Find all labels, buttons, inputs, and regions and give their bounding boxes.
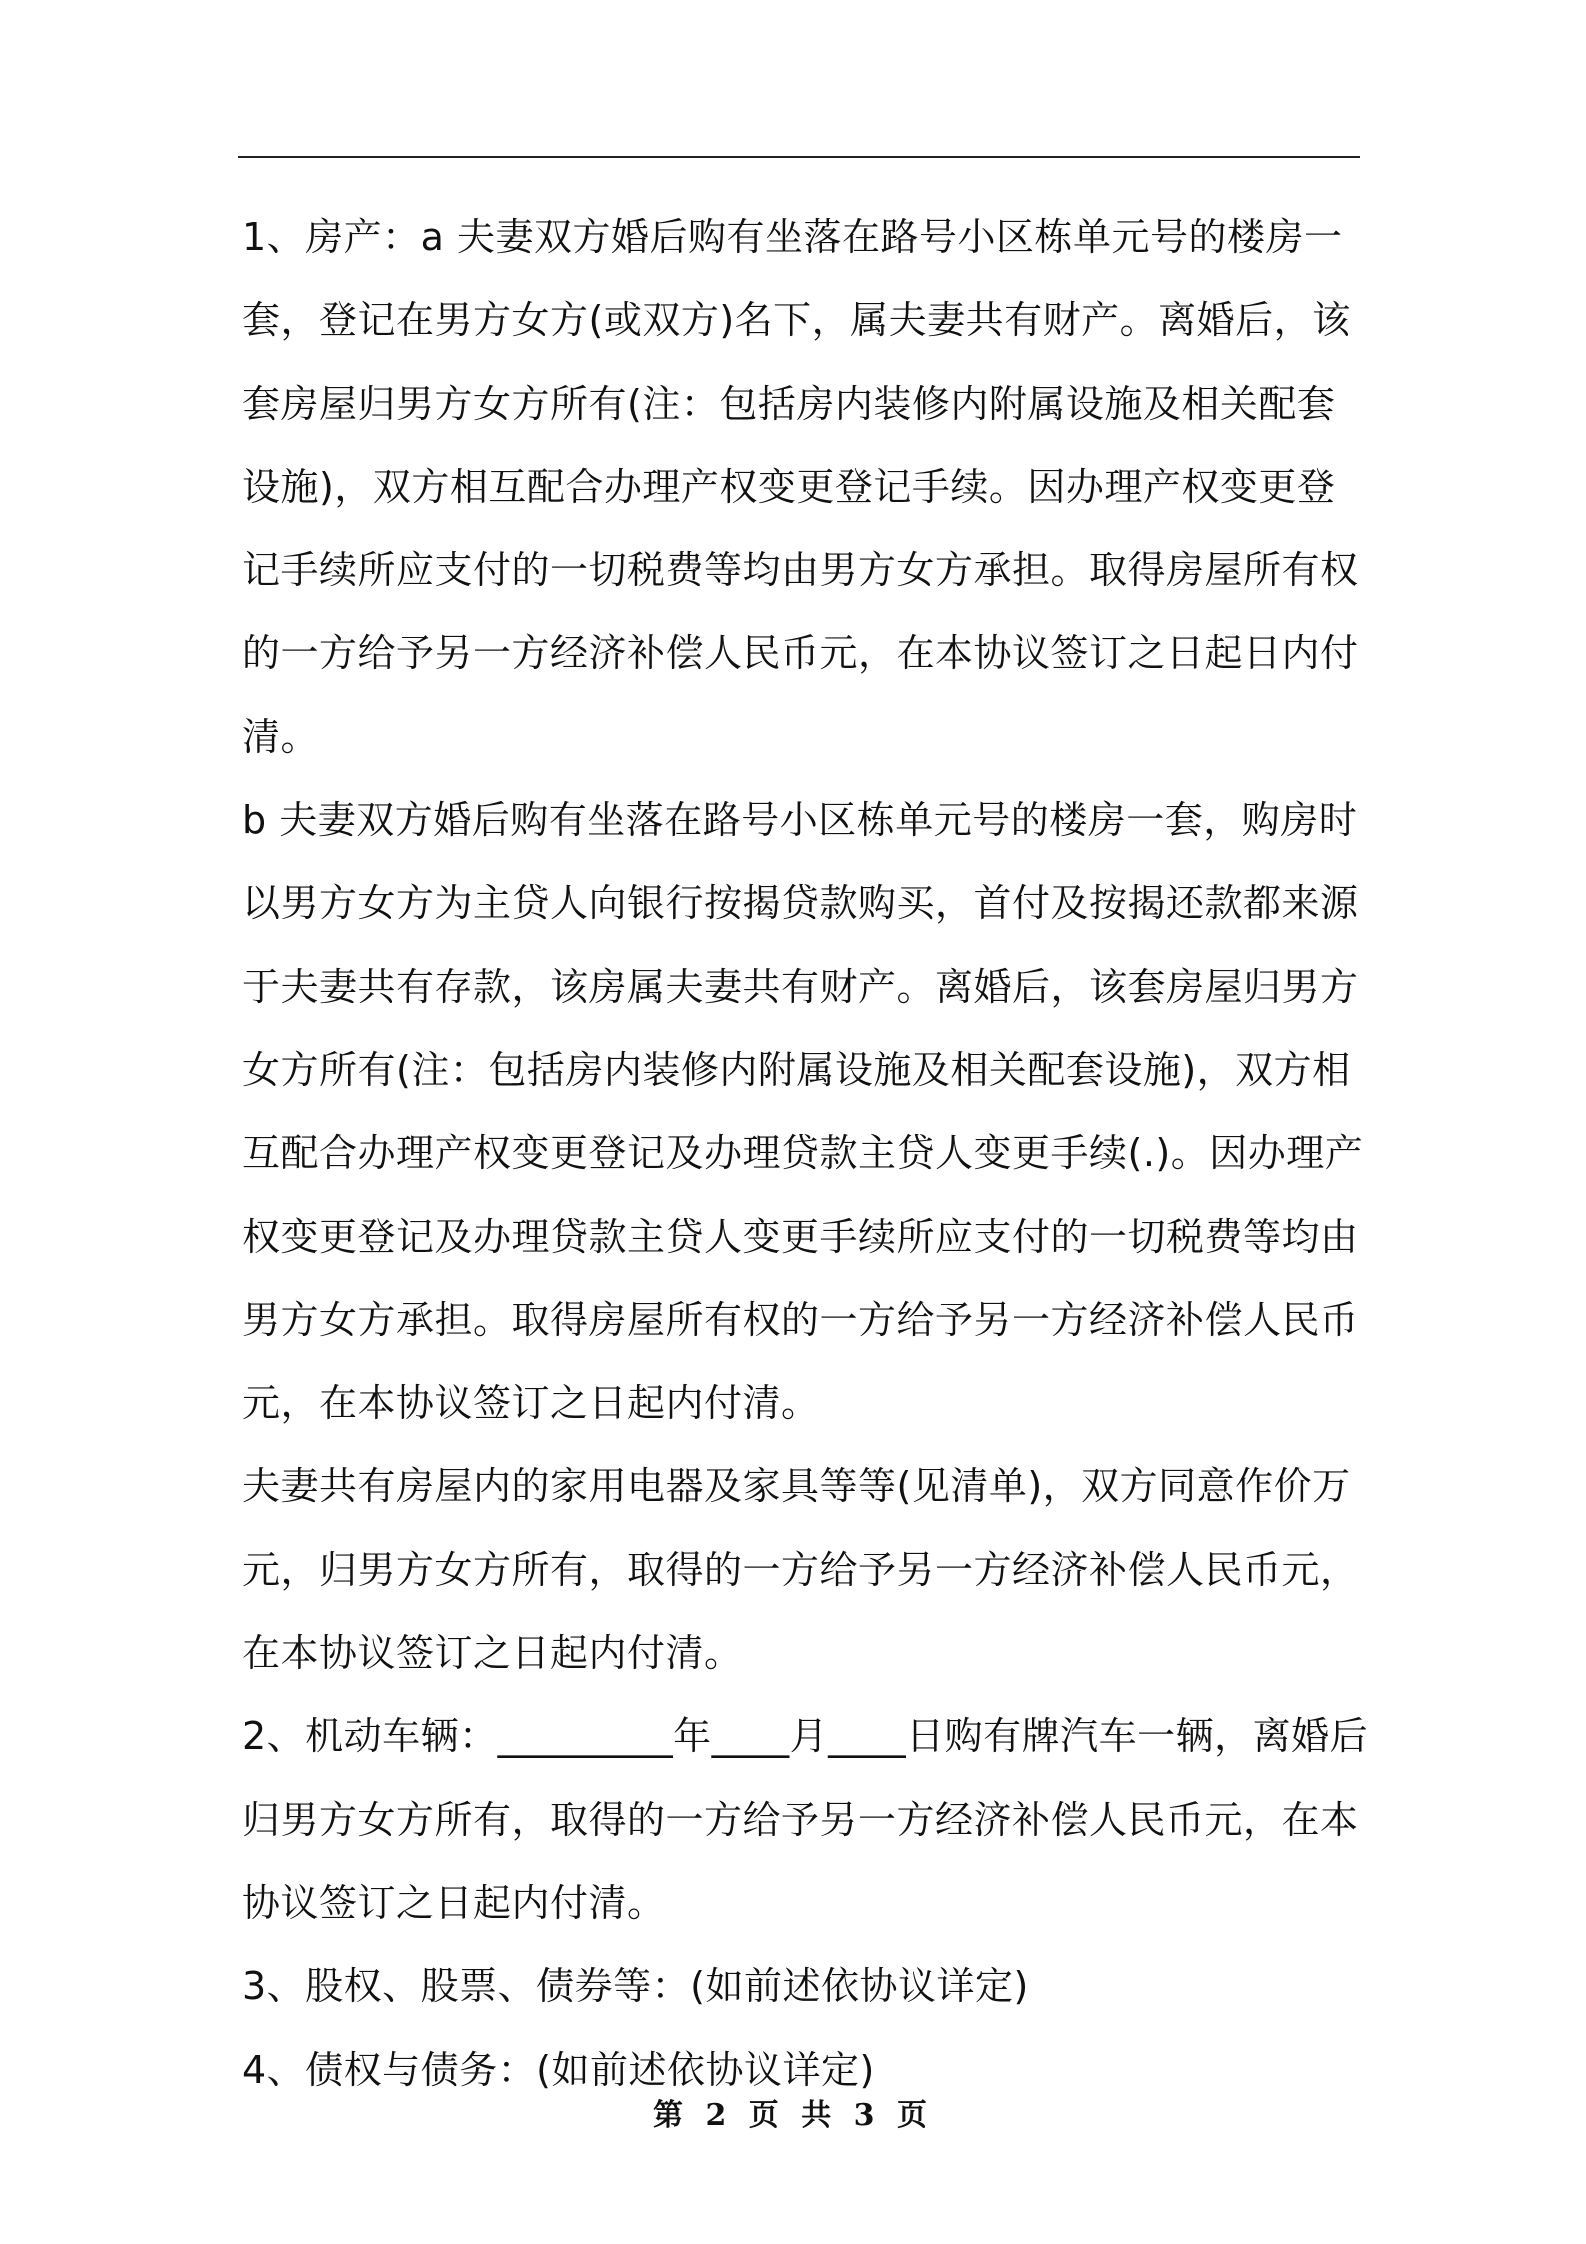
- header-rule: [238, 156, 1360, 158]
- paragraph-real-estate-a: 1、房产：a 夫妻双方婚后购有坐落在路号小区栋单元号的楼房一套，登记在男方女方(或双方)名下，属夫妻共有财产。离婚后，该套房屋归男方女方所有(注：包括房内装修内附属设施及相关配套设施)，双方相互配合办理产权变更登记手续。因办理产权变更登记手续所应支付的一切税费等均由男方女方承担。取得房屋所有权的一方给予另一方经济补偿人民币元，在本协议签订之日起日内付清。: [242, 215, 1359, 759]
- paragraph-equity-stocks: 3、股权、股票、债券等：(如前述依协议详定): [242, 1964, 1029, 2009]
- paragraph-real-estate-b: b 夫妻双方婚后购有坐落在路号小区栋单元号的楼房一套，购房时以男方女方为主贷人向银行按揭贷款购买，首付及按揭还款都来源于夫妻共有存款，该房属夫妻共有财产。离婚后，该套房屋归男方女方所有(注：包括房内装修内附属设施及相关配套设施)，双方相互配合办理产权变更登记及办理贷款主贷人变更手续(.)。因办理产权变更登记及办理贷款主贷人变更手续所应支付的一切税费等均由男方女方承担。取得房屋所有权的一方给予另一方经济补偿人民币元，在本协议签订之日起内付清。: [242, 798, 1364, 1426]
- paragraph-debts: 4、债权与债务：(如前述依协议详定): [242, 2047, 875, 2092]
- page-number-footer: 第 2 页 共 3 页: [653, 2098, 933, 2133]
- paragraph-household-appliances: 夫妻共有房屋内的家用电器及家具等等(见清单)，双方同意作价万元，归男方女方所有，取得的一方给予另一方经济补偿人民币元，在本协议签订之日起内付清。: [242, 1464, 1359, 1676]
- paragraph-motor-vehicle: 2、机动车辆：_________年____月____日购有牌汽车一辆，离婚后归男方女方所有，取得的一方给予另一方经济补偿人民币元，在本协议签订之日起内付清。: [242, 1714, 1369, 1925]
- document-body: [242, 196, 1372, 2112]
